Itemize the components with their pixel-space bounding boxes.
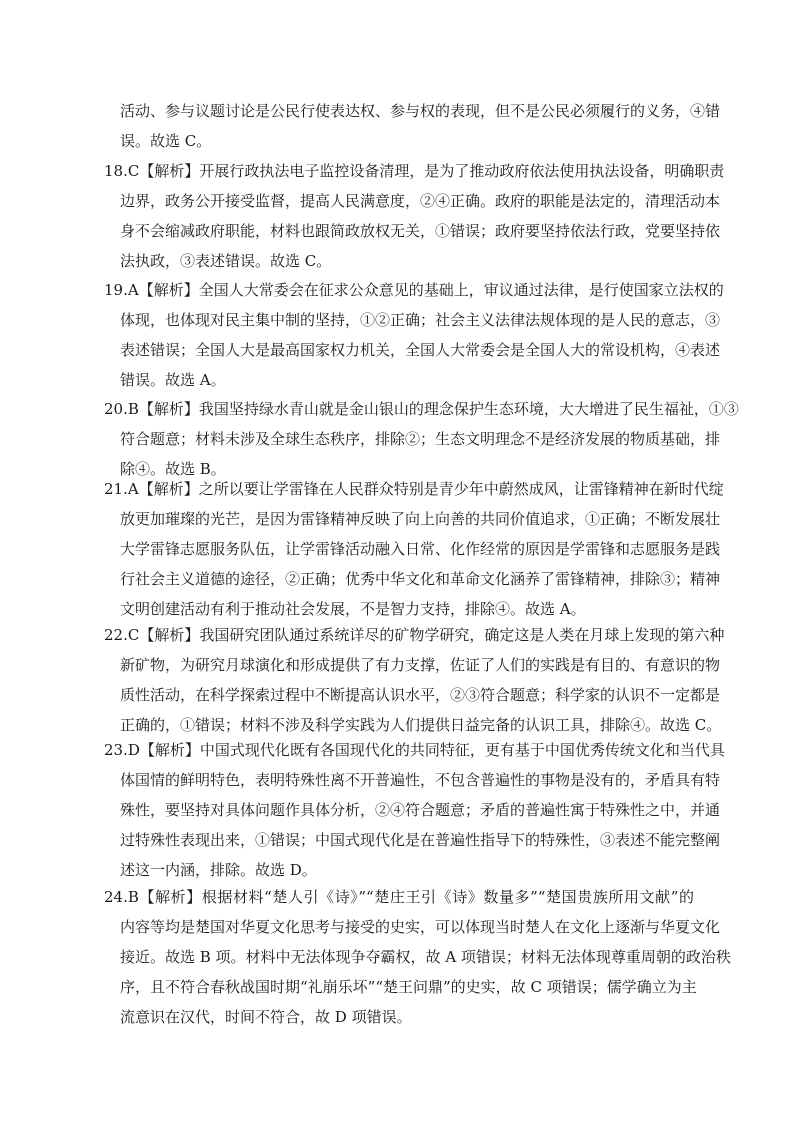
- text-line: 内容等均是楚国对华夏文化思考与接受的史实，可以体现当时楚人在文化上逐渐与华夏文化: [120, 918, 721, 936]
- answer-item-21: [104, 474, 724, 624]
- answer-item-23: [104, 735, 725, 885]
- text-line: 23.D【解析】中国式现代化既有各国现代化的共同特征，更有基于中国优秀传统文化和当代具: [104, 741, 725, 759]
- text-line: 接近。故选 B 项。材料中无法体现争夺霸权，故 A 项错误；材料无法体现尊重周朝的政治秩: [120, 948, 731, 966]
- text-line: 序，且不符合春秋战国时期“礼崩乐坏”“楚王问鼎”的史实，故 C 项错误；儒学确立为主: [120, 978, 697, 996]
- answer-item-19: [104, 275, 724, 395]
- text-line: 误。故选 C。: [120, 132, 212, 150]
- answer-item-22: [104, 620, 725, 740]
- text-line: 18.C【解析】开展行政执法电子监控设备清理，是为了推动政府依法使用执法设备，明确职责: [104, 162, 725, 180]
- text-line: 放更加璀璨的光芒，是因为雷锋精神反映了向上向善的共同价值追求，①正确；不断发展壮: [120, 510, 721, 528]
- answer-item-24: [104, 882, 731, 1032]
- text-line: 正确的，①错误；材料不涉及科学实践为人们提供日益完备的认识工具，排除④。故选 C。: [120, 716, 722, 734]
- text-line: 21.A【解析】之所以要让学雷锋在人民群众特别是青少年中蔚然成风，让雷锋精神在新时代绽: [104, 480, 724, 498]
- text-line: 体国情的鲜明特色，表明特殊性离不开普遍性，不包含普遍性的事物是没有的，矛盾具有特: [120, 771, 721, 789]
- answer-item-17-tail: [104, 96, 721, 156]
- text-line: 20.B【解析】我国坚持绿水青山就是金山银山的理念保护生态环境，大大增进了民生福祉，①③: [104, 400, 739, 418]
- text-line: 殊性，要坚持对具体问题作具体分析，②④符合题意；矛盾的普遍性寓于特殊性之中，并通: [120, 801, 721, 819]
- text-line: 体现，也体现对民主集中制的坚持，①②正确；社会主义法律法规体现的是人民的意志，③: [120, 311, 721, 329]
- text-line: 19.A【解析】全国人大常委会在征求公众意见的基础上，审议通过法律，是行使国家立法权的: [104, 281, 724, 299]
- text-line: 大学雷锋志愿服务队伍，让学雷锋活动融入日常、化作经常的原因是学雷锋和志愿服务是践: [120, 540, 721, 558]
- text-line: 述这一内涵，排除。故选 D。: [120, 861, 317, 879]
- text-line: 新矿物，为研究月球演化和形成提供了有力支撑，佐证了人们的实践是有目的、有意识的物: [120, 656, 721, 674]
- text-line: 22.C【解析】我国研究团队通过系统详尽的矿物学研究，确定这是人类在月球上发现的第六种: [104, 626, 725, 644]
- text-line: 表述错误；全国人大是最高国家权力机关，全国人大常委会是全国人大的常设机构，④表述: [120, 341, 721, 359]
- text-line: 边界，政务公开接受监督，提高人民满意度，②④正确。政府的职能是法定的，清理活动本: [120, 192, 721, 210]
- text-line: 身不会缩减政府职能，材料也跟简政放权无关，①错误；政府要坚持依法行政，党要坚持依: [120, 222, 721, 240]
- text-line: 符合题意；材料未涉及全球生态秩序，排除②；生态文明理念不是经济发展的物质基础，排: [120, 430, 721, 448]
- text-line: 24.B【解析】根据材料“楚人引《诗》”“楚庄王引《诗》数量多”“楚国贵族所用文献”的: [104, 888, 694, 906]
- text-line: 错误。故选 A。: [120, 371, 226, 389]
- text-line: 质性活动，在科学探索过程中不断提高认识水平，②③符合题意；科学家的认识不一定都是: [120, 686, 721, 704]
- text-line: 法执政，③表述错误。故选 C。: [120, 252, 332, 270]
- text-line: 活动、参与议题讨论是公民行使表达权、参与权的表现，但不是公民必须履行的义务，④错: [120, 102, 721, 120]
- text-line: 过特殊性表现出来，①错误；中国式现代化是在普遍性指导下的特殊性，③表述不能完整阐: [120, 831, 721, 849]
- answer-item-20: [104, 394, 739, 484]
- text-line: 流意识在汉代，时间不符合，故 D 项错误。: [120, 1008, 412, 1026]
- text-line: 除④。故选 B。: [120, 460, 226, 478]
- text-line: 文明创建活动有利于推动社会发展，不是智力支持，排除④。故选 A。: [120, 600, 586, 618]
- answer-item-18: [104, 156, 725, 276]
- text-line: 行社会主义道德的途径，②正确；优秀中华文化和革命文化涵养了雷锋精神，排除③；精神: [120, 570, 721, 588]
